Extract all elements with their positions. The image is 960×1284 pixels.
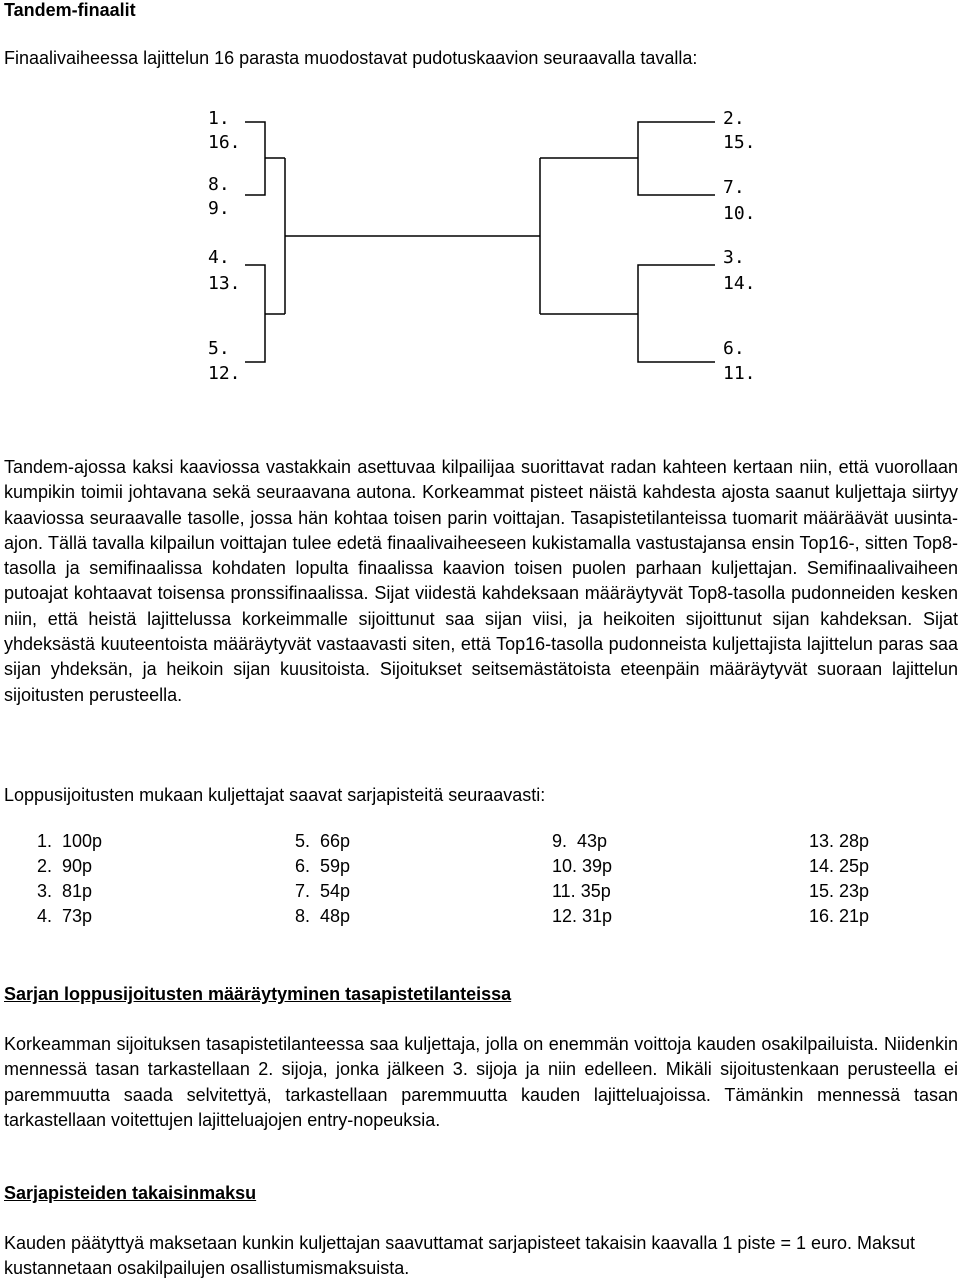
- page-title: Tandem-finaalit: [4, 0, 136, 20]
- seed-label: 12.: [208, 363, 241, 384]
- points-entry: 11. 35p: [552, 881, 611, 901]
- bracket-pair-left-1: [245, 122, 265, 195]
- refund-heading: Sarjapisteiden takaisinmaksu: [4, 1183, 257, 1203]
- points-entry: 8. 48p: [295, 906, 351, 926]
- points-entry: 4. 73p: [37, 906, 93, 926]
- points-entry: 1. 100p: [37, 831, 103, 851]
- points-entry: 16. 21p: [809, 906, 870, 926]
- bracket-lines: [245, 122, 715, 362]
- points-entry: 13. 28p: [809, 831, 870, 851]
- tournament-bracket: [195, 100, 765, 390]
- seed-label: 10.: [723, 203, 756, 224]
- points-entry: 15. 23p: [809, 881, 870, 901]
- points-entry: 2. 90p: [37, 856, 93, 876]
- points-entry: 12. 31p: [552, 906, 613, 926]
- points-entry: 9. 43p: [552, 831, 608, 851]
- seed-label: 16.: [208, 132, 241, 153]
- tandem-paragraph: Tandem-ajossa kaksi kaaviossa vastakkain asettuvaa kilpailijaa suorittavat radan kahteen kertaan niin, että vuorollaan kumpikin toimii johtavana sekä seuraavana autona. Korkeammat pisteet näistä kahdesta ajosta saanut kuljettaja siirtyy kaaviossa seuraavalle tasolle, jossa hän kohtaa toisen parin voittajan. Tasapistetilanteissa tuomarit määräävät uusinta-ajon. Tällä tavalla kilpailun voittajan tulee edetä finaalivaiheeseen kukistamalla vastustajansa ensin Top16-, sitten Top8-tasolla ja semifinaalissa kohdaten lopulta finaalissa kaavion toisen puolen parhaan kuljettajan. Semifinaalivaiheen putoajat kohtaavat toisensa pronssifinaalissa. Sijat viidestä kahdeksaan määräytyvät Top8-tasolla pudonneiden kesken niin, että heistä lajittelussa korkeimmalle sijoittunut saa sijan viisi, ja heikoiten sijoittunut sijan kahdeksan. Sijat yhdeksästä kuuteentoista määräytyvät vastaavasti siten, että Top16-tasolla pudonneista kuljettajista lajittelun paras saa sijan yhdeksän, ja heikoin sijan kuusitoista. Sijoitukset seitsemästätoista eteenpäin määräytyvät suoraan lajittelun sijoitusten perusteella.: [4, 457, 958, 705]
- points-column: [552, 829, 612, 929]
- points-column: [809, 829, 869, 929]
- bracket-pair-right-1: [638, 122, 715, 195]
- seed-label: 15.: [723, 132, 756, 153]
- points-entry: 7. 54p: [295, 881, 351, 901]
- points-column: [295, 829, 350, 929]
- seed-label: 6.: [723, 338, 745, 359]
- seed-label: 13.: [208, 273, 241, 294]
- seed-label: 9.: [208, 198, 230, 219]
- points-entry: 14. 25p: [809, 856, 870, 876]
- points-column: [37, 829, 102, 929]
- points-entry: 10. 39p: [552, 856, 613, 876]
- points-entry: 3. 81p: [37, 881, 93, 901]
- intro-text: Finaalivaiheessa lajittelun 16 parasta muodostavat pudotuskaavion seuraavalla tavalla:: [4, 48, 698, 68]
- points-entry: 6. 59p: [295, 856, 351, 876]
- tiebreak-heading: Sarjan loppusijoitusten määräytyminen tasapistetilanteissa: [4, 984, 512, 1004]
- bracket-pair-left-2: [245, 265, 265, 362]
- seed-label: 5.: [208, 338, 230, 359]
- seed-label: 1.: [208, 108, 230, 129]
- points-intro: Loppusijoitusten mukaan kuljettajat saavat sarjapisteitä seuraavasti:: [4, 785, 546, 805]
- seed-label: 14.: [723, 273, 756, 294]
- refund-paragraph: Kauden päätyttyä maksetaan kunkin kuljettajan saavuttamat sarjapisteet takaisin kaavalla 1 piste = 1 euro. Maksut kustannetaan osakilpailujen osallistumismaksuista.: [4, 1233, 916, 1279]
- seed-label: 2.: [723, 108, 745, 129]
- seed-label: 3.: [723, 247, 745, 268]
- bracket-pair-right-2: [638, 265, 715, 362]
- seed-label: 4.: [208, 247, 230, 268]
- seed-label: 7.: [723, 177, 745, 198]
- tiebreak-paragraph: Korkeamman sijoituksen tasapistetilanteessa saa kuljettaja, jolla on enemmän voittoja kauden osakilpailuista. Niidenkin mennessä tasan tarkastellaan 2. sijoja, jonka jälkeen 3. sijoja ja niin edelleen. Mikäli sijoitustenkaan perusteella ei paremmuutta saada selvitettyä, tarkastellaan paremmuutta kauden lajitteluajoissa. Tämänkin mennessä tasan tarkastellaan voitettujen lajitteluajojen entry-nopeuksia.: [4, 1034, 958, 1130]
- seed-label: 8.: [208, 174, 230, 195]
- seed-label: 11.: [723, 363, 756, 384]
- points-entry: 5. 66p: [295, 831, 351, 851]
